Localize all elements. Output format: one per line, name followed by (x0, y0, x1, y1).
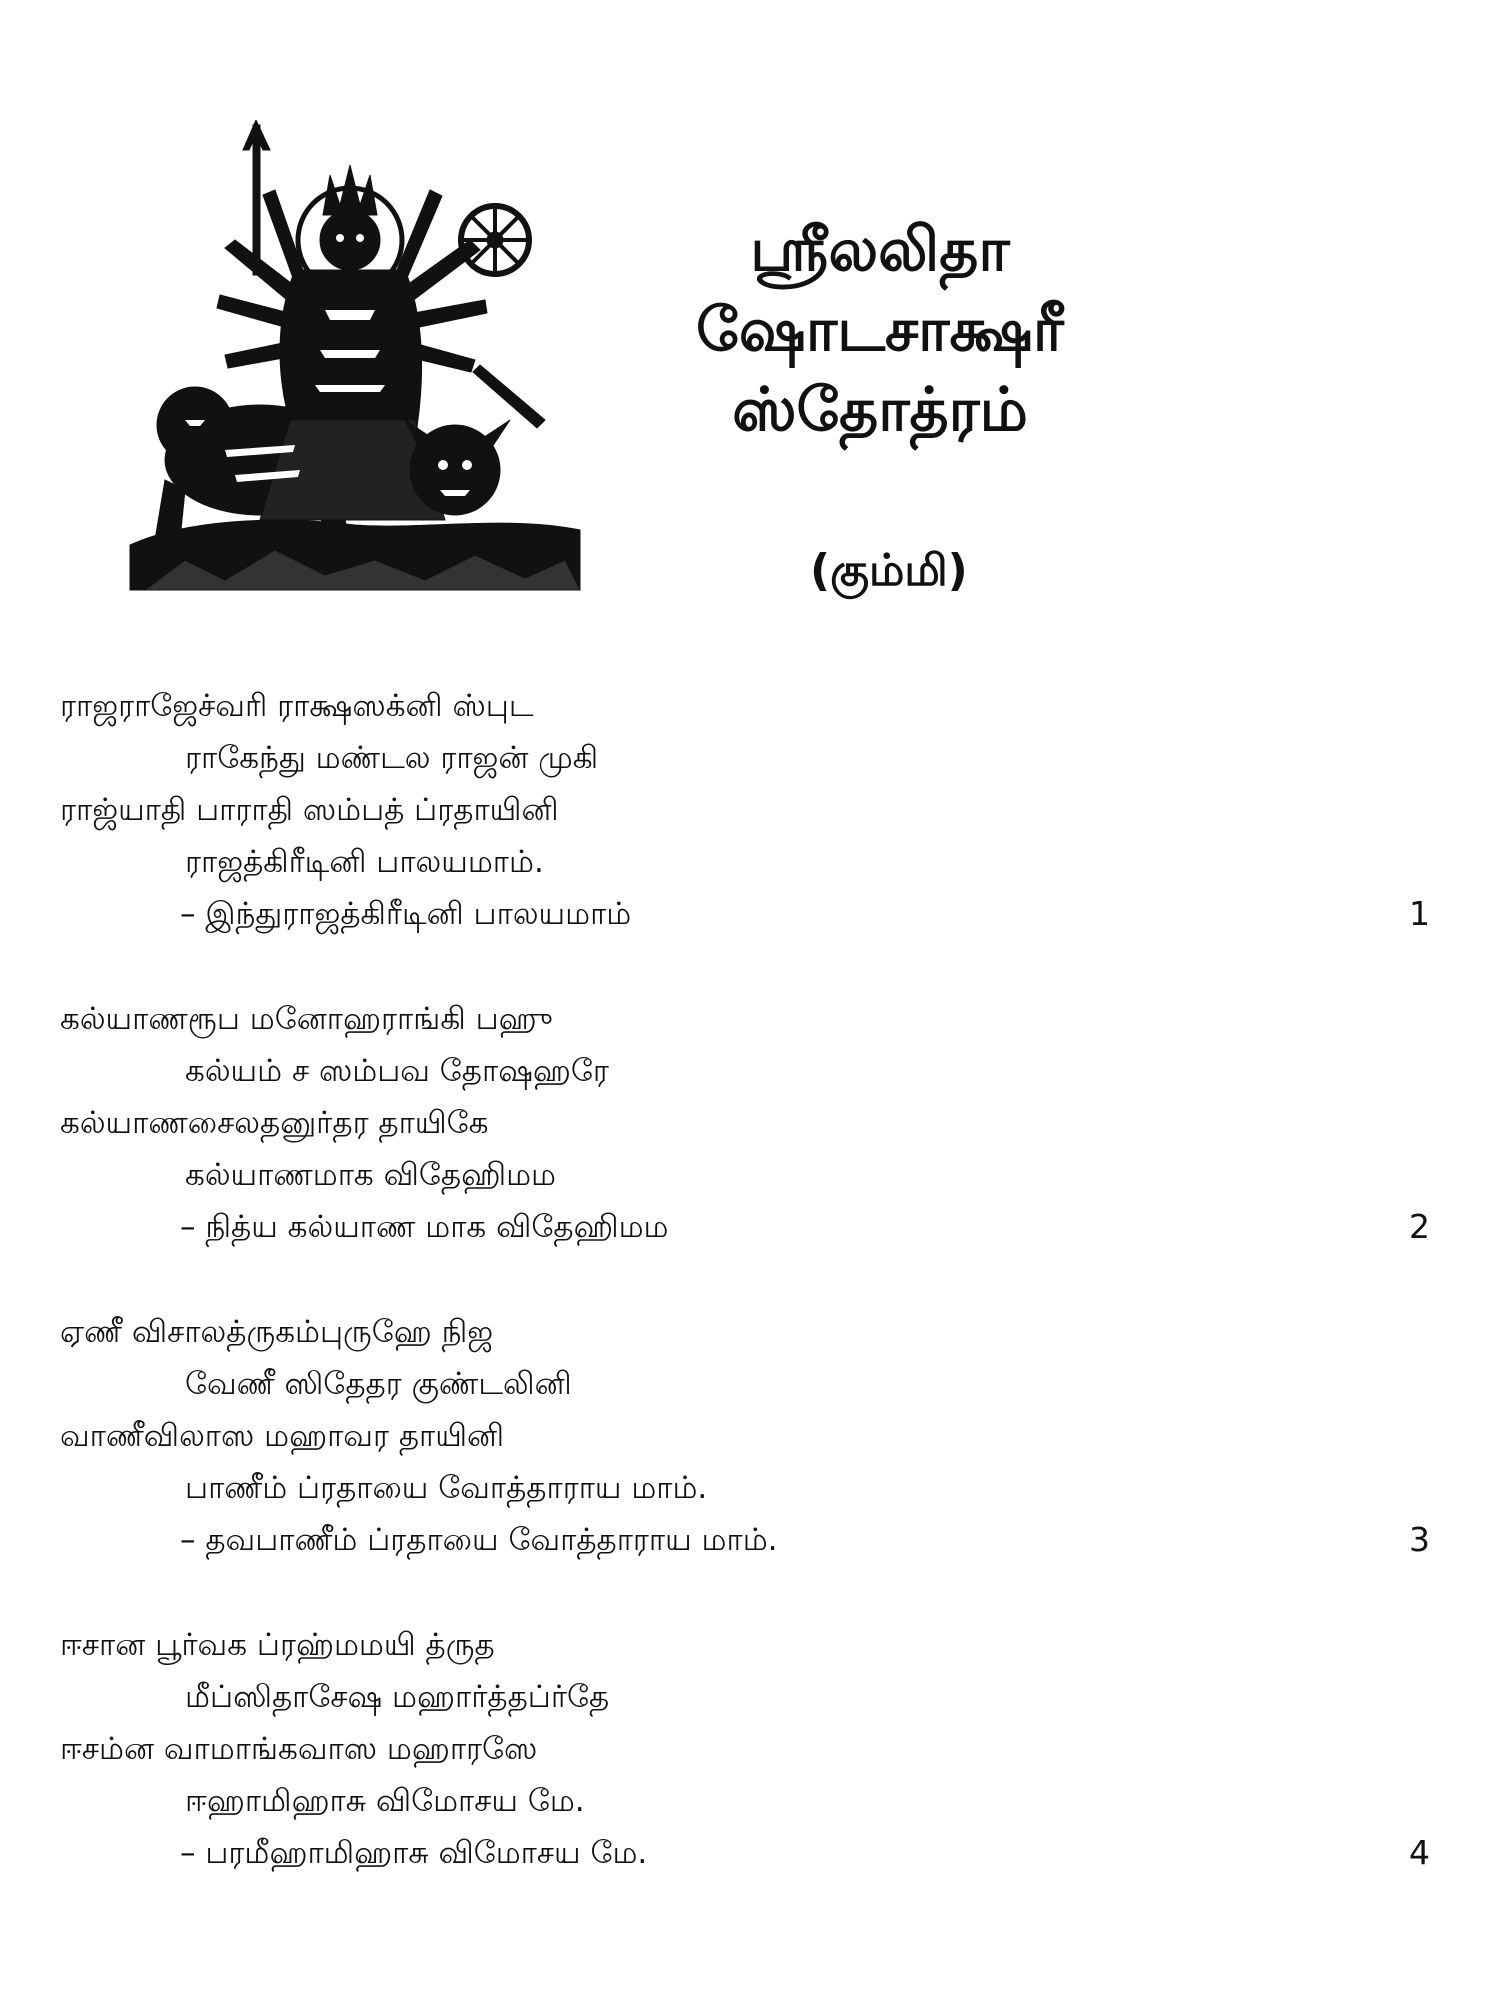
verse-line: ஈசான பூர்வக ப்ரஹ்மமயி த்ருத (60, 1627, 495, 1663)
refrain-text: – பரமீஹாமிஹாசு விமோசய மே. (180, 1835, 648, 1871)
title-line-2: ஷோடசாக்ஷரீ (696, 295, 1064, 365)
verse-line: வாணீவிலாஸ மஹாவர தாயினி (60, 1418, 505, 1454)
verse-line: ஈஹாமிஹாசு விமோசய மே. (185, 1783, 585, 1819)
verse-refrain (60, 888, 1440, 940)
verse-number: 2 (1409, 1207, 1430, 1246)
verse-line: ராஜ்யாதி பாராதி ஸம்பத் ப்ரதாயினி (60, 792, 559, 828)
verse-line: கல்யாணசைலதனுர்தர தாயிகே (60, 1105, 489, 1141)
verse-number: 1 (1409, 894, 1430, 933)
subtitle: (கும்மி) (810, 545, 968, 596)
verse-line: கல்யாணமாக விதேஹிமம (185, 1157, 556, 1193)
verse-line: கல்யம் ச ஸம்பவ தோஷஹரே (185, 1053, 609, 1089)
title-block (640, 210, 1120, 450)
deity-illustration-icon (125, 120, 585, 610)
refrain-text: – இந்துராஜத்கிரீடினி பாலயமாம் (180, 896, 632, 932)
verse-number: 4 (1409, 1833, 1430, 1872)
verse-line: ராகேந்து மண்டல ராஜன் முகி (185, 740, 599, 776)
stanza-4 (60, 1619, 1440, 1879)
title-line-3: ஸ்தோத்ரம் (732, 375, 1028, 445)
refrain-text: – நித்ய கல்யாண மாக விதேஹிமம (180, 1209, 669, 1245)
verse-line: மீப்ஸிதாசேஷ மஹார்த்தப்ர்தே (185, 1679, 610, 1715)
title-line-1: ஸ்ரீலலிதா (750, 215, 1010, 285)
verse-line: ராஜராஜேச்வரி ராக்ஷஸக்னி ஸ்புட (60, 688, 534, 724)
verse-line: ராஜத்கிரீடினி பாலயமாம். (185, 844, 544, 880)
stanza-2 (60, 993, 1440, 1253)
verse-refrain (60, 1514, 1440, 1566)
verse-refrain (60, 1827, 1440, 1879)
stanza-3 (60, 1306, 1440, 1566)
stanza-1 (60, 680, 1440, 940)
verse-number: 3 (1409, 1520, 1430, 1559)
verse-line: பாணீம் ப்ரதாயை வோத்தாராய மாம். (185, 1470, 708, 1506)
verse-line: ஏணீ விசாலத்ருகம்புருஹே நிஜ (60, 1314, 494, 1350)
verse-line: கல்யாணரூப மனோஹராங்கி பஹு (60, 1001, 553, 1037)
verse-line: வேணீ ஸிதேதர குண்டலினி (185, 1366, 572, 1402)
verse-refrain (60, 1201, 1440, 1253)
verse-line: ஈசம்ன வாமாங்கவாஸ மஹாரஸே (60, 1731, 538, 1767)
refrain-text: – தவபாணீம் ப்ரதாயை வோத்தாராய மாம். (180, 1522, 778, 1558)
